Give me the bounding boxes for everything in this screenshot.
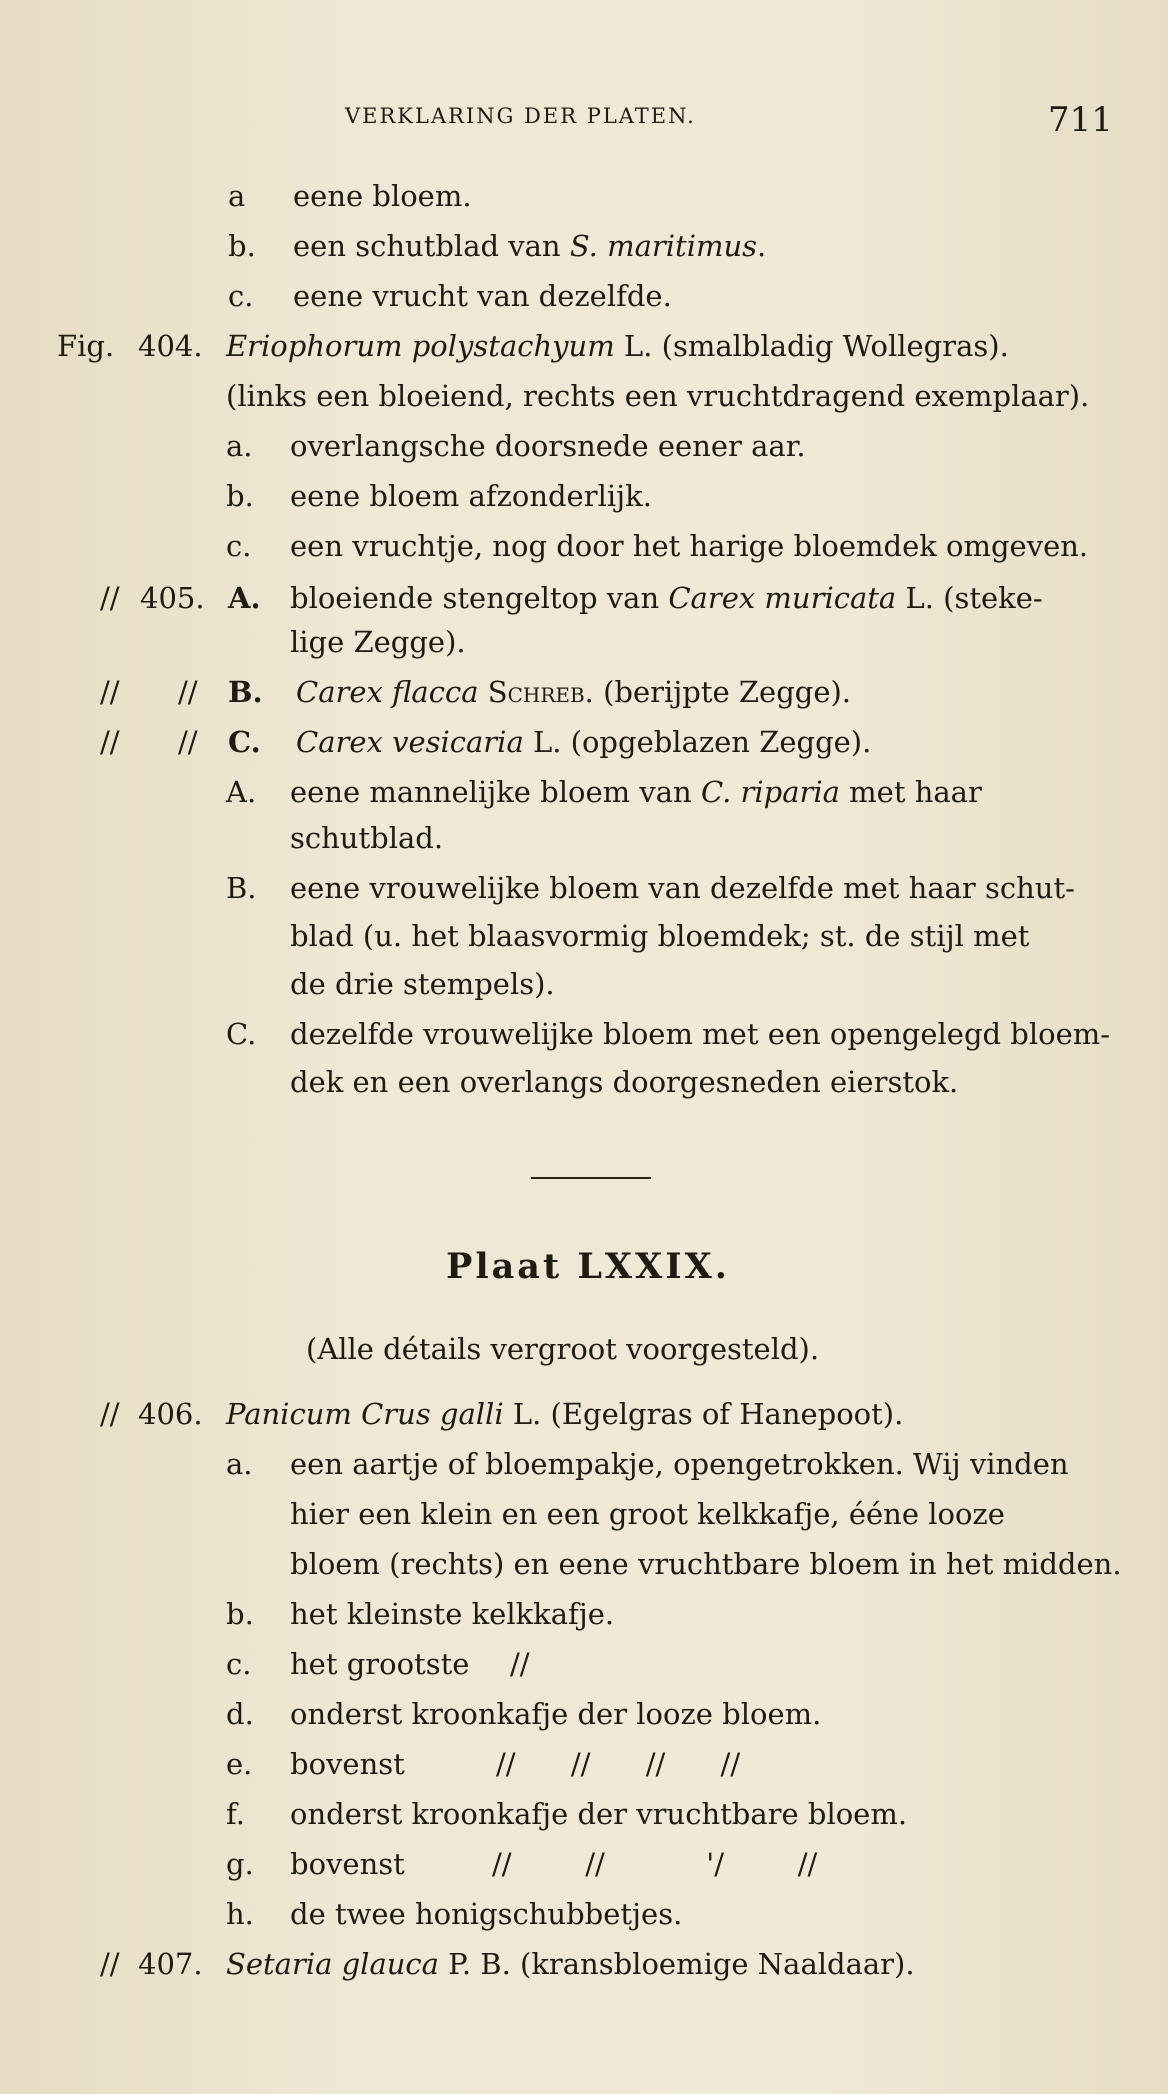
item-text: onderst kroonkafje der looze bloem. bbox=[290, 1697, 822, 1731]
item-text: lige Zegge). bbox=[290, 625, 466, 659]
item-text: de drie stempels). bbox=[290, 967, 555, 1001]
item-letter: b. bbox=[228, 229, 256, 263]
item-text: bovenst bbox=[290, 1847, 405, 1881]
ditto-mark: // bbox=[178, 675, 198, 709]
running-header: VERKLARING DER PLATEN. bbox=[345, 104, 696, 128]
item-text: het grootste bbox=[290, 1647, 470, 1681]
item-letter: C. bbox=[228, 725, 261, 759]
item-text: dek en een overlangs doorgesneden eierstok. bbox=[290, 1065, 959, 1099]
ditto-mark: // bbox=[100, 725, 120, 759]
item-text: het kleinste kelkkafje. bbox=[290, 1597, 615, 1631]
item-letter: c. bbox=[226, 529, 252, 563]
item-letter: f. bbox=[226, 1797, 245, 1831]
item-text: eene vrucht van dezelfde. bbox=[293, 279, 672, 313]
item-letter: h. bbox=[226, 1897, 254, 1931]
item-letter: a bbox=[228, 179, 246, 213]
item-text: een schutblad van S. maritimus. bbox=[293, 229, 767, 263]
ditto-mark: // bbox=[100, 1397, 120, 1431]
item-text: eene bloem afzonderlijk. bbox=[290, 479, 652, 513]
item-text: blad (u. het blaasvormig bloemdek; st. de stijl met bbox=[290, 919, 1030, 953]
item-text: bloeiende stengeltop van Carex muricata L. (steke- bbox=[290, 581, 1043, 615]
item-letter: b. bbox=[226, 479, 254, 513]
ditto-mark: // // '/ // bbox=[492, 1847, 818, 1881]
item-text: (links een bloeiend, rechts een vruchtdragend exemplaar). bbox=[226, 379, 1090, 413]
section-divider bbox=[531, 1177, 651, 1179]
item-text: Eriophorum polystachyum L. (smalbladig Wollegras). bbox=[226, 329, 1009, 363]
item-text: bloem (rechts) en eene vruchtbare bloem in het midden. bbox=[290, 1547, 1122, 1581]
item-text: Panicum Crus galli L. (Egelgras of Hanepoot). bbox=[226, 1397, 904, 1431]
item-letter: C. bbox=[226, 1017, 257, 1051]
item-text: de twee honigschubbetjes. bbox=[290, 1897, 683, 1931]
item-text: een aartje of bloempakje, opengetrokken. Wij vinden bbox=[290, 1447, 1069, 1481]
item-letter: c. bbox=[226, 1647, 252, 1681]
item-letter: B. bbox=[228, 675, 263, 709]
item-text: Carex flacca Schreb. (berijpte Zegge). bbox=[296, 675, 852, 709]
item-text: Setaria glauca P. B. (kransbloemige Naaldaar). bbox=[226, 1947, 915, 1981]
ditto-mark: // bbox=[510, 1647, 530, 1681]
item-letter: A. bbox=[226, 775, 257, 809]
item-text: dezelfde vrouwelijke bloem met een opengelegd bloem- bbox=[290, 1017, 1111, 1051]
item-text: overlangsche doorsnede eener aar. bbox=[290, 429, 806, 463]
item-letter: a. bbox=[226, 429, 253, 463]
ditto-mark: // bbox=[178, 725, 198, 759]
plate-subtitle: (Alle détails vergroot voorgesteld). bbox=[306, 1332, 820, 1366]
fig-label: Fig. bbox=[57, 329, 115, 363]
item-text: eene mannelijke bloem van C. riparia met haar bbox=[290, 775, 982, 809]
item-text: eene bloem. bbox=[293, 179, 472, 213]
item-text: onderst kroonkafje der vruchtbare bloem. bbox=[290, 1797, 908, 1831]
item-letter: A. bbox=[228, 581, 261, 615]
ditto-mark: // // // // bbox=[496, 1747, 741, 1781]
item-text: bovenst bbox=[290, 1747, 405, 1781]
ditto-mark: // bbox=[100, 1947, 120, 1981]
item-letter: d. bbox=[226, 1697, 254, 1731]
item-text: een vruchtje, nog door het harige bloemdek omgeven. bbox=[290, 529, 1089, 563]
fig-number: 407. bbox=[138, 1947, 203, 1981]
item-text: schutblad. bbox=[290, 821, 444, 855]
item-text: eene vrouwelijke bloem van dezelfde met haar schut- bbox=[290, 871, 1075, 905]
item-text: Carex vesicaria L. (opgeblazen Zegge). bbox=[296, 725, 872, 759]
ditto-mark: // bbox=[100, 581, 120, 615]
fig-number: 405. bbox=[140, 581, 205, 615]
item-letter: B. bbox=[226, 871, 257, 905]
page-number: 711 bbox=[1048, 100, 1113, 140]
plate-title: Plaat LXXIX. bbox=[446, 1246, 730, 1287]
ditto-mark: // bbox=[100, 675, 120, 709]
fig-number: 406. bbox=[138, 1397, 203, 1431]
item-text: hier een klein en een groot kelkkafje, ééne looze bbox=[290, 1497, 1005, 1531]
fig-number: 404. bbox=[138, 329, 203, 363]
item-letter: g. bbox=[226, 1847, 254, 1881]
item-letter: b. bbox=[226, 1597, 254, 1631]
item-letter: a. bbox=[226, 1447, 253, 1481]
item-letter: e. bbox=[226, 1747, 253, 1781]
item-letter: c. bbox=[228, 279, 254, 313]
